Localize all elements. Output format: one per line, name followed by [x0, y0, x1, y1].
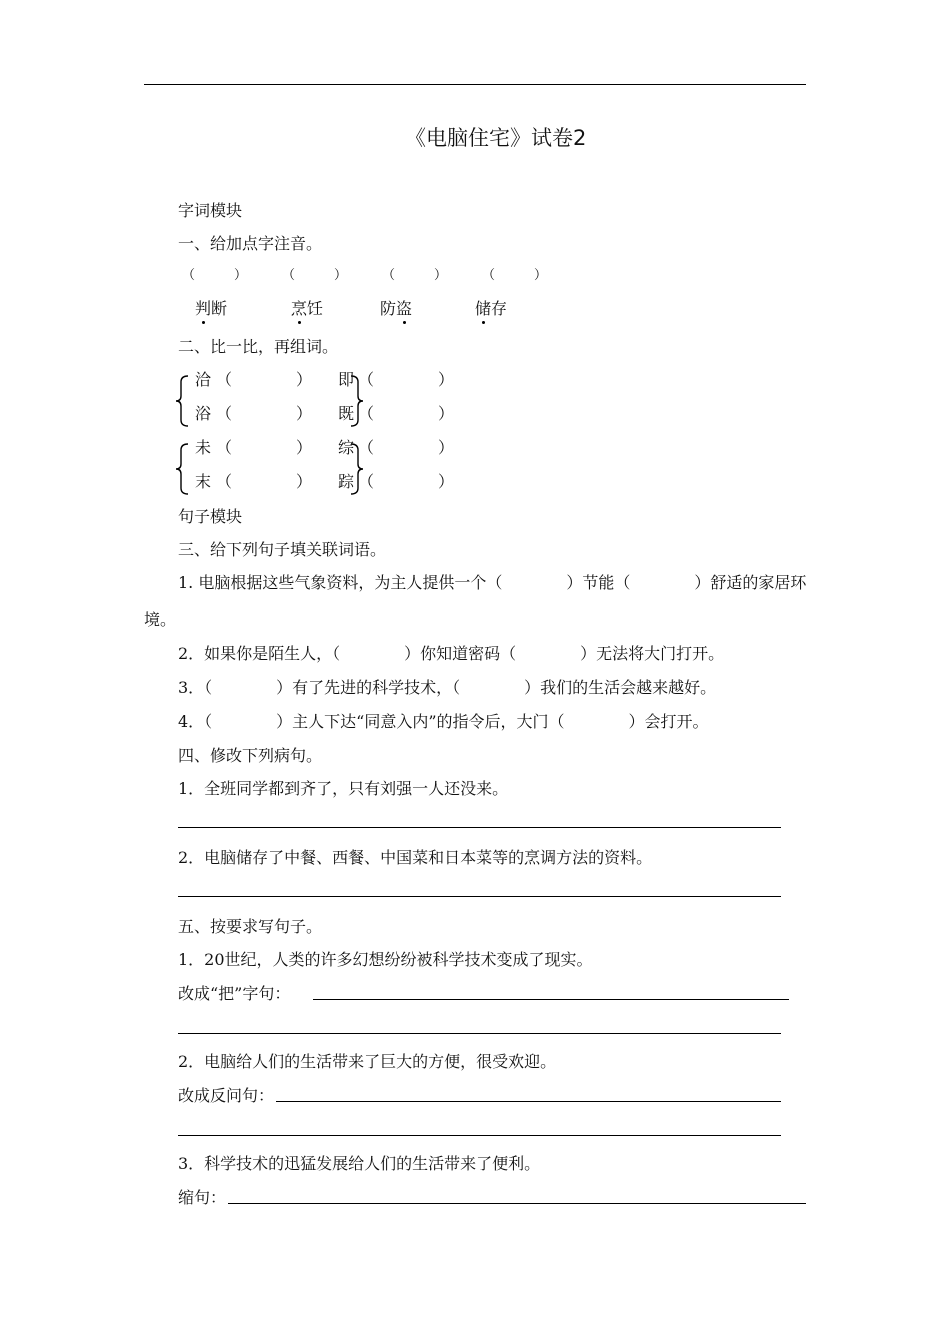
answer-line[interactable]	[178, 827, 781, 828]
compare-paren: （ ）	[358, 404, 455, 423]
section-label-sentences: 句子模块	[178, 507, 243, 526]
answer-line[interactable]	[178, 1033, 781, 1034]
dotted-char: 烹	[291, 299, 308, 318]
q3-sentence-3: 3．（ ）有了先进的科学技术，（ ）我们的生活会越来越好。	[178, 678, 717, 697]
compare-char: 浴	[195, 404, 212, 423]
left-brace-icon	[174, 442, 190, 496]
q4-sentence-2: 2．电脑储存了中餐、西餐、中国菜和日本菜等的烹调方法的资料。	[178, 848, 653, 867]
plain-char: 防	[380, 299, 397, 318]
dotted-char: 储	[475, 299, 492, 318]
compare-paren: （ ）	[358, 370, 455, 389]
q5-heading: 五、按要求写句子。	[178, 917, 323, 936]
answer-line[interactable]	[276, 1101, 781, 1102]
page-title: 《电脑住宅》试卷2	[405, 126, 587, 150]
q5-sentence-2: 2．电脑给人们的生活带来了巨大的方便，很受欢迎。	[178, 1052, 557, 1071]
compare-paren: （ ）	[216, 370, 313, 389]
q3-sentence-1-wrap: 境。	[144, 610, 177, 629]
left-brace-icon	[174, 374, 190, 428]
compare-char: 综	[338, 438, 355, 457]
dotted-char: 判	[195, 299, 212, 318]
q1-word-2	[291, 299, 323, 319]
q1-paren-1: （ ）	[182, 268, 248, 283]
compare-char: 末	[195, 472, 212, 491]
q1-paren-2: （ ）	[282, 268, 348, 283]
plain-char: 饪	[307, 299, 324, 318]
q2-heading: 二、比一比，再组词。	[178, 337, 339, 356]
q1-heading: 一、给加点字注音。	[178, 234, 323, 253]
compare-paren: （ ）	[216, 438, 313, 457]
compare-char: 踪	[338, 472, 355, 491]
q3-sentence-1: 1. 电脑根据这些气象资料，为主人提供一个（ ）节能（ ）舒适的家居环	[178, 573, 807, 592]
q5-sentence-3: 3．科学技术的迅猛发展给人们的生活带来了便利。	[178, 1154, 541, 1173]
answer-line[interactable]	[178, 896, 781, 897]
q1-word-4	[475, 299, 507, 319]
q1-paren-4: （ ）	[482, 268, 548, 283]
q4-heading: 四、修改下列病句。	[178, 746, 323, 765]
header-rule	[144, 84, 806, 85]
compare-char: 洽	[195, 370, 212, 389]
q1-word-3	[380, 299, 412, 319]
answer-line[interactable]	[313, 999, 789, 1000]
q5-prompt-3: 缩句：	[178, 1188, 227, 1207]
compare-char: 既	[338, 404, 355, 423]
q1-word-1	[195, 299, 227, 319]
q5-sentence-1: 1．20世纪，人类的许多幻想纷纷被科学技术变成了现实。	[178, 950, 593, 969]
compare-paren: （ ）	[216, 404, 313, 423]
q3-sentence-4: 4．（ ）主人下达“同意入内”的指令后，大门（ ）会打开。	[178, 712, 709, 731]
q5-prompt-2: 改成反问句：	[178, 1086, 275, 1105]
plain-char: 存	[491, 299, 508, 318]
compare-paren: （ ）	[358, 472, 455, 491]
section-label-words: 字词模块	[178, 201, 243, 220]
q1-paren-3: （ ）	[382, 268, 448, 283]
q3-sentence-2: 2．如果你是陌生人，（ ）你知道密码（ ）无法将大门打开。	[178, 644, 725, 663]
q3-heading: 三、给下列句子填关联词语。	[178, 540, 387, 559]
dotted-char: 盗	[396, 299, 413, 318]
q5-prompt-1: 改成“把”字句：	[178, 984, 291, 1003]
answer-line[interactable]	[178, 1135, 781, 1136]
q4-sentence-1: 1．全班同学都到齐了，只有刘强一人还没来。	[178, 779, 509, 798]
answer-line[interactable]	[228, 1203, 806, 1204]
plain-char: 断	[211, 299, 228, 318]
compare-paren: （ ）	[216, 472, 313, 491]
compare-char: 即	[338, 370, 355, 389]
compare-char: 未	[195, 438, 212, 457]
compare-paren: （ ）	[358, 438, 455, 457]
